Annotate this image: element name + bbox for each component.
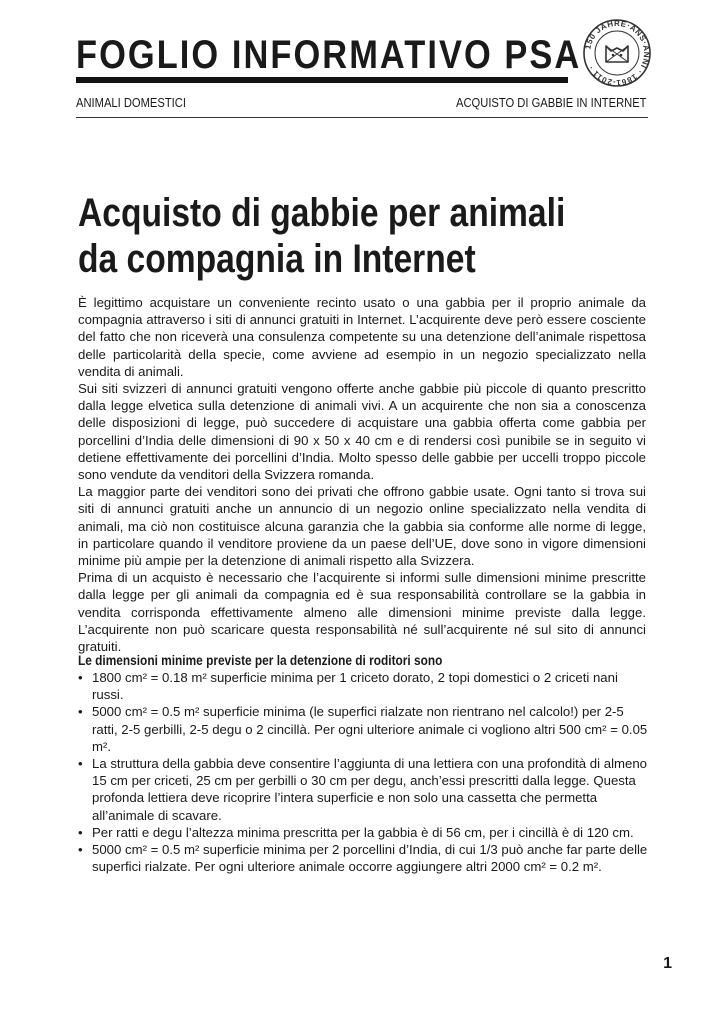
list-item-text: Per ratti e degu l’altezza minima prescritta per la gabbia è di 56 cm, per i cincillà è di 120 cm. [92,824,634,840]
section-label-left: ANIMALI DOMESTICI [76,95,186,110]
list-item-text: 5000 cm² = 0.5 m² superficie minima per 2 porcellini d’India, di cui 1/3 può anche far parte delle superfici rialzate. Per ogni ulteriore animale occorre aggiungere altri 2000 cm² = 0.2 m². [92,842,648,875]
svg-text:150 JAHRE·ANS·ANNI · 1861-2011: 150 JAHRE·ANS·ANNI · 1861-2011 · [583,18,652,88]
section-label-right: ACQUISTO DI GABBIE IN INTERNET [456,95,647,110]
header-rule [76,77,568,83]
bullet-icon: • [78,842,83,858]
list-item [78,755,648,824]
list-item [78,841,648,875]
bullet-icon: • [78,704,83,720]
section-divider [76,117,648,118]
list-item [78,669,648,703]
section-heading: Le dimensioni minime previste per la detenzione di roditori sono [78,653,443,668]
bullet-icon: • [78,670,83,685]
bullet-icon: • [78,756,83,772]
anniversary-seal-logo [582,18,652,88]
list-item [78,703,648,755]
page-title: Acquisto di gabbie per animali da compagnia in Internet [78,191,566,281]
list-item [78,824,648,841]
header-title: FOGLIO INFORMATIVO PSA [76,33,582,77]
paragraph: Sui siti svizzeri di annunci gratuiti vengono offerte anche gabbie più piccole di quanto prescritto dalla legge elvetica sulla detenzione di animali vivi. A un acquirente che non sia a conoscenza delle disposizioni di legge, può succedere di acquistare una gabbia offerta come gabbia per porcellini d’India delle dimensioni di 90 x 50 x 40 cm e di rendersi così punibile se in seguito vi detiene effettivamente dei porcellini d’India. Molto spesso delle gabbie per uccelli troppo piccole sono vendute da venditori della Svizzera romanda. [78,381,646,483]
paragraph: È legittimo acquistare un conveniente recinto usato o una gabbia per il proprio animale da compagnia attraverso i siti di annunci gratuiti in Internet. L’acquirente deve però essere cosciente del fatto che non riceverà una consulenza competente su una detenzione dell’animale rispettosa delle particolarità della specie, come avviene ad esempio in un negozio specializzato nella vendita di animali. [78,295,646,379]
bullet-list [78,669,648,875]
page-number: 1 [663,955,672,972]
body-text [78,294,646,655]
paragraph: Prima di un acquisto è necessario che l’acquirente si informi sulle dimensioni minime prescritte dalla legge per gli animali da compagnia ed è sua responsabilità controllare se la gabbia in vendita corrisponda effettivamente almeno alle dimensioni minime previste dalla legge. L’acquirente non può scaricare questa responsabilità né sull’acquirente né sul sito di annunci gratuiti. [78,570,646,655]
list-item-text: La struttura della gabbia deve consentire l’aggiunta di una lettiera con una profondità di almeno 15 cm per criceti, 25 cm per gerbilli o 30 cm per degu, anch’essi prescritti dalla legge. Questa profonda lettiera deve ricoprire l’intera superficie e non solo una cassetta che permetta all’animale di scavare. [92,756,647,823]
list-item-text: 1800 cm² = 0.18 m² superficie minima per 1 criceto dorato, 2 topi domestici o 2 criceti nani russi. [92,670,618,703]
bullet-icon: • [78,824,83,840]
list-item-text: 5000 cm² = 0.5 m² superficie minima (le superfici rialzate non rientrano nel calcolo!) per 2-5 ratti, 2-5 gerbilli, 2-5 degu o 2 cincillà. Per ogni ulteriore animale ci vogliono altri 500 cm² = 0.05 m². [92,704,648,754]
paragraph: La maggior parte dei venditori sono dei privati che offrono gabbie usate. Ogni tanto si trova sui siti di annunci gratuiti anche un annuncio di un negozio online specializzato nella vendita di animali, ma ciò non costituisce alcuna garanzia che la gabbia sia conforme alle norme di legge, in particolare quando il venditore proviene da un paese dell’UE, dove sono in vigore dimensioni minime più ampie per la detenzione di animali rispetto alla Svizzera. [78,484,646,569]
